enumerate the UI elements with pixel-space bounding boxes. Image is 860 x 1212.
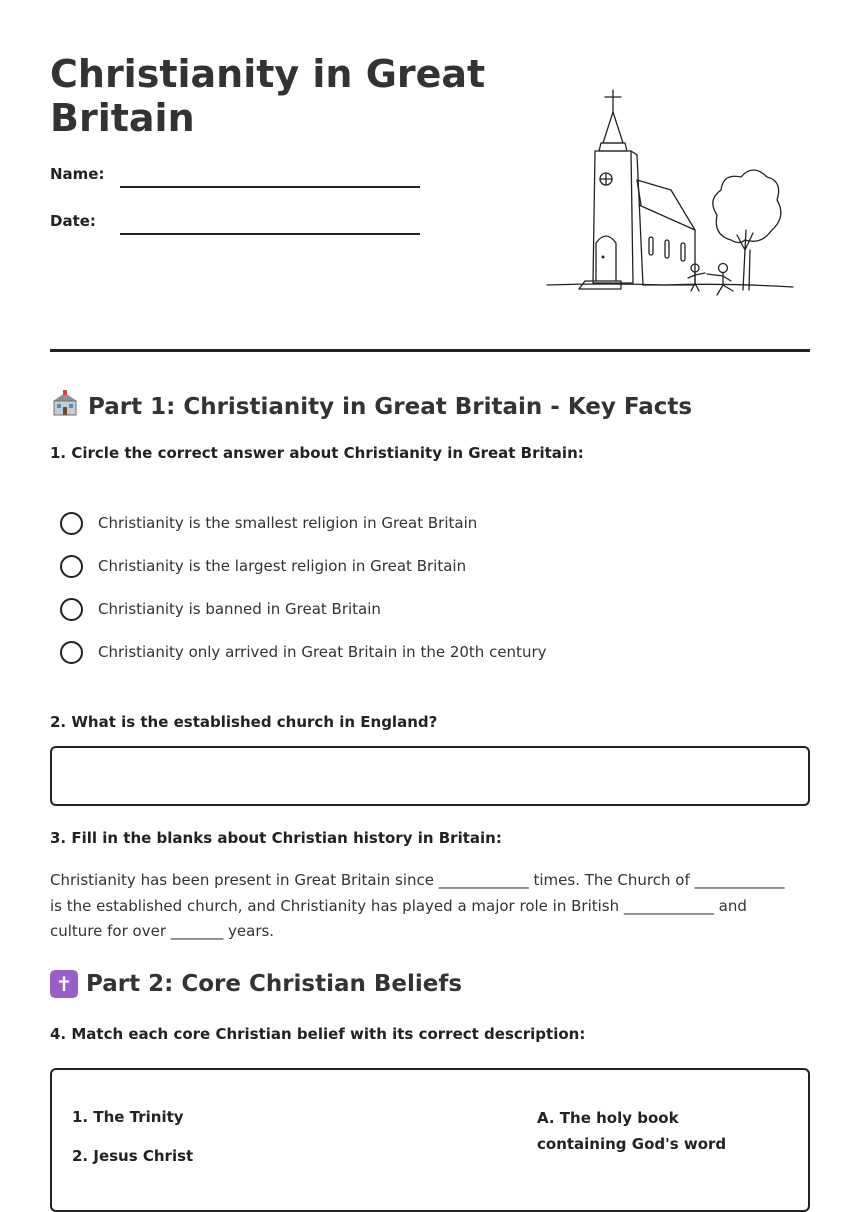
option-text: Christianity is the largest religion in Great Britain <box>98 557 467 575</box>
answer-option[interactable] <box>60 597 381 621</box>
match-item-left: 1. The Trinity <box>72 1108 184 1126</box>
question-3: 3. Fill in the blanks about Christian history in Britain: <box>50 829 502 847</box>
header-divider <box>50 349 810 352</box>
radio-circle[interactable] <box>60 555 83 578</box>
answer-box[interactable] <box>50 746 810 806</box>
part2-title: Part 2: Core Christian Beliefs <box>86 971 463 997</box>
answer-option[interactable] <box>60 554 466 578</box>
match-item-right: A. The holy book containing God's word <box>537 1109 727 1153</box>
latin-cross-icon: ✝ <box>50 969 78 999</box>
worksheet-title: Christianity in Great Britain <box>50 52 486 140</box>
part1-heading <box>50 389 692 425</box>
name-field-line[interactable] <box>120 186 420 188</box>
date-field-line[interactable] <box>120 233 420 235</box>
church-illustration <box>545 85 800 305</box>
fill-in-paragraph: Christianity has been present in Great Britain since ____________ times. The Church of ____________ is the established church, and Christianity has played a major role in British ____________ and culture for over _______ years. <box>50 871 785 940</box>
question-1: 1. Circle the correct answer about Christianity in Great Britain: <box>50 444 584 462</box>
option-text: Christianity is banned in Great Britain <box>98 600 381 618</box>
question-4: 4. Match each core Christian belief with its correct description: <box>50 1025 586 1043</box>
option-text: Christianity only arrived in Great Britain in the 20th century <box>98 643 547 661</box>
question-2: 2. What is the established church in England? <box>50 713 438 731</box>
date-label: Date: <box>50 212 96 230</box>
match-item-left: 2. Jesus Christ <box>72 1147 194 1165</box>
answer-option[interactable] <box>60 640 547 664</box>
part1-title: Part 1: Christianity in Great Britain - Key Facts <box>88 394 693 420</box>
answer-option[interactable] <box>60 511 477 535</box>
school-building-icon <box>50 389 80 425</box>
radio-circle[interactable] <box>60 598 83 621</box>
part2-heading <box>50 969 462 999</box>
option-text: Christianity is the smallest religion in Great Britain <box>98 514 478 532</box>
name-label: Name: <box>50 165 105 183</box>
radio-circle[interactable] <box>60 641 83 664</box>
radio-circle[interactable] <box>60 512 83 535</box>
